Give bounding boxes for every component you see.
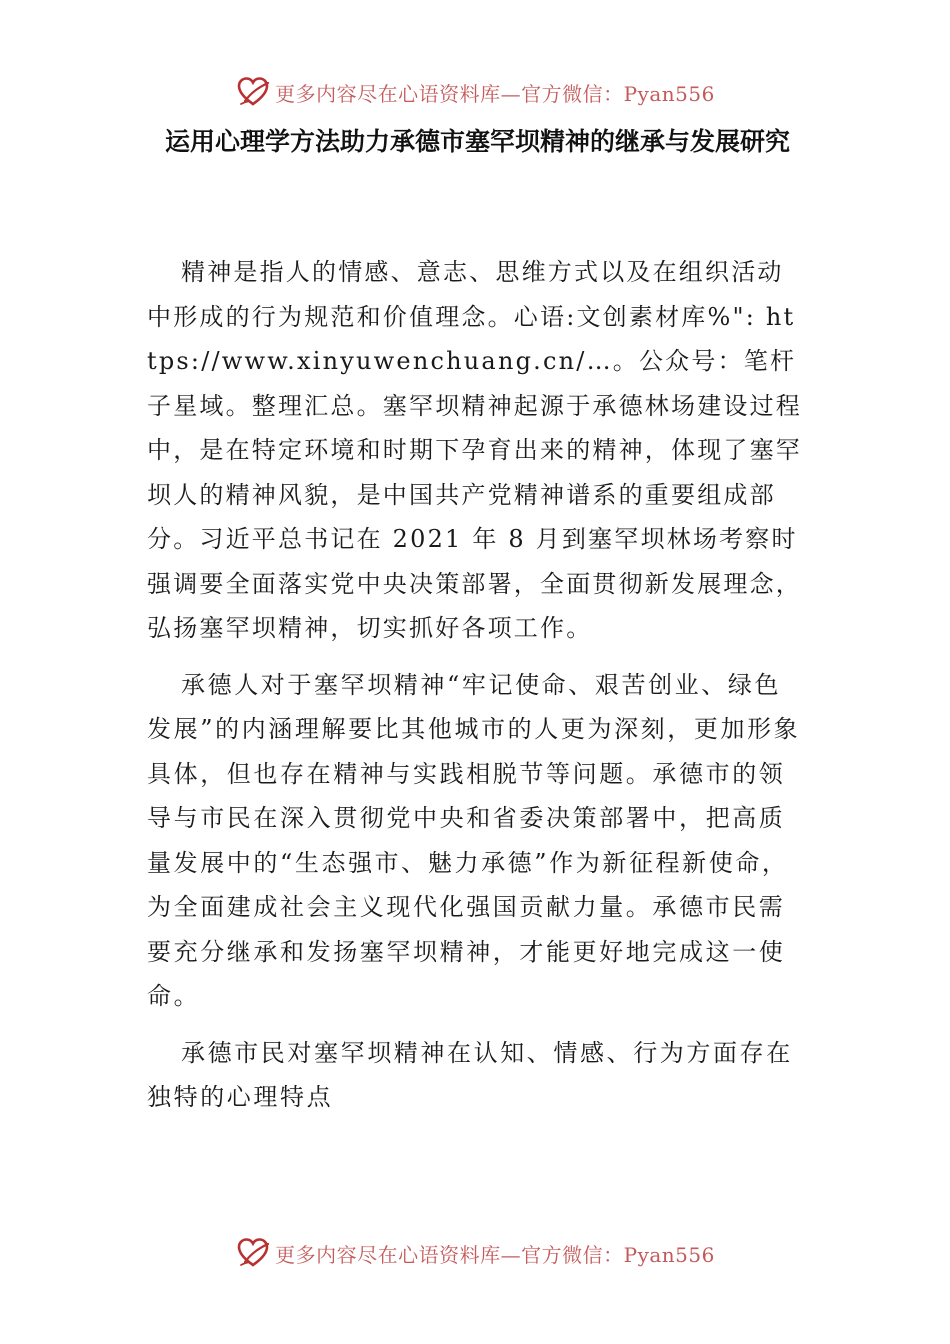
xinyu-logo-icon (235, 1235, 271, 1271)
paragraph-3: 承德市民对塞罕坝精神在认知、情感、行为方面存在独特的心理特点 (147, 1038, 793, 1111)
footer-banner (0, 1233, 950, 1273)
footer-banner-text: 更多内容尽在心语资料库—官方微信：Pyan556 (275, 1242, 715, 1267)
paragraph-1: 精神是指人的情感、意志、思维方式以及在组织活动中形成的行为规范和价值理念。心语:文创素材库%": https://www.xinyuwenchuang.cn/…。公众号：笔杆子星域。整理汇总。塞罕坝精神起源于承德林场建设过程中，是在特定环境和时期下孕育出来的精神，体现了塞罕坝人的精神风貌，是中国共产党精神谱系的重要组成部分。习近平总书记在 2021 年 8 月到塞罕坝林场考察时强调要全面落实党中央决策部署，全面贯彻新发展理念，弘扬塞罕坝精神，切实抓好各项工作。 (147, 258, 802, 642)
xinyu-logo-icon (235, 74, 271, 110)
document-title: 运用心理学方法助力承德市塞罕坝精神的继承与发展研究 (164, 127, 790, 156)
document-body (147, 250, 807, 1132)
header-banner-text: 更多内容尽在心语资料库—官方微信：Pyan556 (275, 81, 715, 106)
paragraph-2: 承德人对于塞罕坝精神“牢记使命、艰苦创业、绿色发展”的内涵理解要比其他城市的人更为深刻，更加形象具体，但也存在精神与实践相脱节等问题。承德市的领导与市民在深入贯彻党中央和省委决策部署中，把高质量发展中的“生态强市、魅力承德”作为新征程新使命，为全面建成社会主义现代化强国贡献力量。承德市民需要充分继承和发扬塞罕坝精神，才能更好地完成这一使命。 (147, 670, 801, 1010)
header-banner (0, 72, 950, 112)
